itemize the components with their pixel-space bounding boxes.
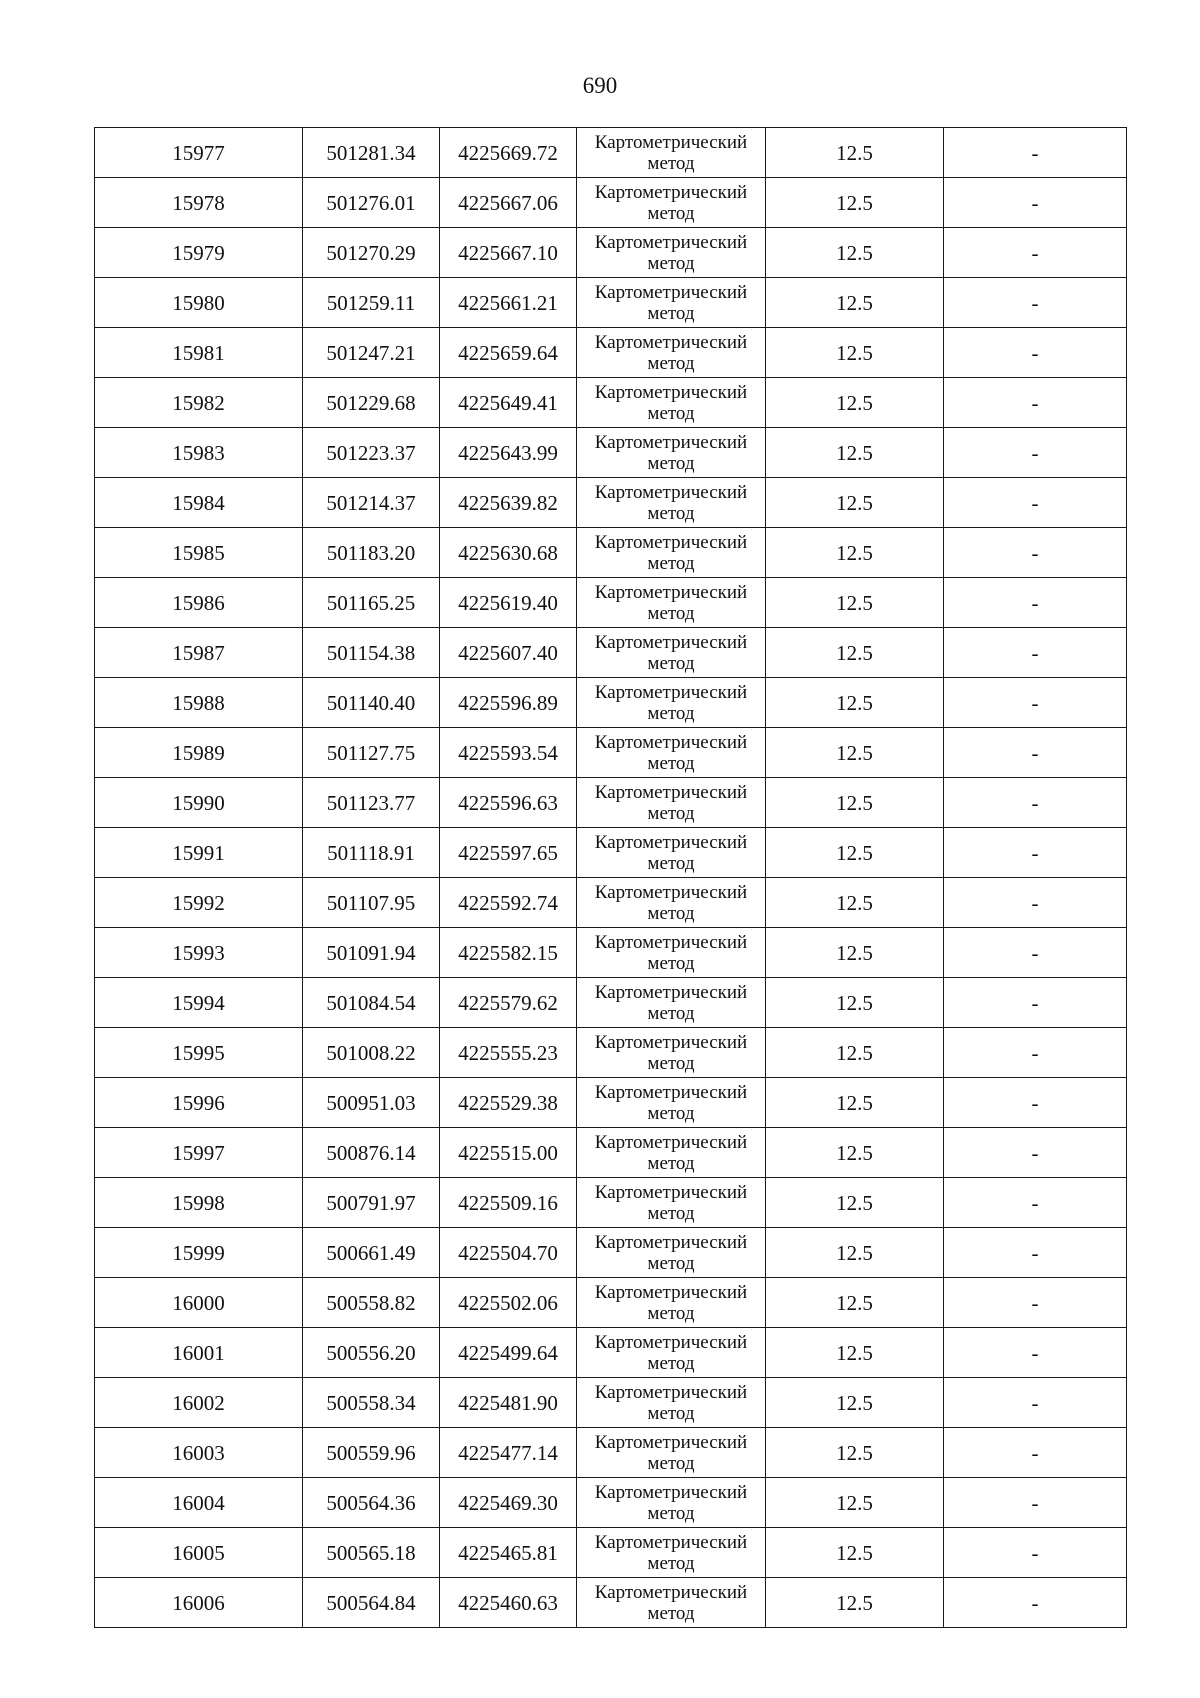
y-coordinate-cell: 4225515.00 — [440, 1128, 577, 1178]
x-coordinate-cell: 501229.68 — [303, 378, 440, 428]
method-cell — [577, 428, 766, 478]
method-cell — [577, 128, 766, 178]
description-cell: - — [944, 278, 1127, 328]
method-line-2: метод — [647, 1352, 695, 1374]
method-cell — [577, 278, 766, 328]
y-coordinate-cell: 4225477.14 — [440, 1428, 577, 1478]
y-coordinate-cell: 4225649.41 — [440, 378, 577, 428]
description-cell: - — [944, 978, 1127, 1028]
accuracy-cell: 12.5 — [766, 1578, 944, 1628]
y-coordinate-cell: 4225555.23 — [440, 1028, 577, 1078]
x-coordinate-cell: 501118.91 — [303, 828, 440, 878]
table-row — [95, 278, 1127, 328]
table-row — [95, 628, 1127, 678]
point-number-cell: 16000 — [95, 1278, 303, 1328]
method-cell — [577, 1128, 766, 1178]
method-line-2: метод — [647, 452, 695, 474]
method-line-2: метод — [647, 252, 695, 274]
x-coordinate-cell: 500558.34 — [303, 1378, 440, 1428]
method-line-2: метод — [647, 502, 695, 524]
method-line-2: метод — [647, 852, 695, 874]
method-cell — [577, 378, 766, 428]
method-line-1: Картометрический — [594, 1031, 748, 1053]
point-number-cell: 15992 — [95, 878, 303, 928]
accuracy-cell: 12.5 — [766, 1028, 944, 1078]
y-coordinate-cell: 4225667.10 — [440, 228, 577, 278]
point-number-cell: 16004 — [95, 1478, 303, 1528]
accuracy-cell: 12.5 — [766, 1378, 944, 1428]
accuracy-cell: 12.5 — [766, 478, 944, 528]
x-coordinate-cell: 501214.37 — [303, 478, 440, 528]
method-line-2: метод — [647, 402, 695, 424]
table-row — [95, 1278, 1127, 1328]
method-line-2: метод — [647, 1502, 695, 1524]
description-cell: - — [944, 328, 1127, 378]
method-cell — [577, 778, 766, 828]
accuracy-cell: 12.5 — [766, 578, 944, 628]
point-number-cell: 15986 — [95, 578, 303, 628]
method-line-1: Картометрический — [594, 531, 748, 553]
accuracy-cell: 12.5 — [766, 1128, 944, 1178]
x-coordinate-cell: 500876.14 — [303, 1128, 440, 1178]
point-number-cell: 15989 — [95, 728, 303, 778]
method-line-1: Картометрический — [594, 1581, 748, 1603]
description-cell: - — [944, 428, 1127, 478]
accuracy-cell: 12.5 — [766, 628, 944, 678]
x-coordinate-cell: 501091.94 — [303, 928, 440, 978]
y-coordinate-cell: 4225607.40 — [440, 628, 577, 678]
x-coordinate-cell: 501281.34 — [303, 128, 440, 178]
description-cell: - — [944, 778, 1127, 828]
method-line-1: Картометрический — [594, 781, 748, 803]
method-line-1: Картометрический — [594, 231, 748, 253]
method-line-1: Картометрический — [594, 881, 748, 903]
method-cell — [577, 1478, 766, 1528]
table-row — [95, 828, 1127, 878]
description-cell: - — [944, 528, 1127, 578]
table-row — [95, 528, 1127, 578]
method-line-2: метод — [647, 702, 695, 724]
method-cell — [577, 1328, 766, 1378]
table-row — [95, 728, 1127, 778]
point-number-cell: 15985 — [95, 528, 303, 578]
y-coordinate-cell: 4225504.70 — [440, 1228, 577, 1278]
point-number-cell: 15995 — [95, 1028, 303, 1078]
method-cell — [577, 628, 766, 678]
method-cell — [577, 528, 766, 578]
description-cell: - — [944, 1028, 1127, 1078]
accuracy-cell: 12.5 — [766, 1478, 944, 1528]
y-coordinate-cell: 4225582.15 — [440, 928, 577, 978]
accuracy-cell: 12.5 — [766, 978, 944, 1028]
table-row — [95, 1528, 1127, 1578]
table-row — [95, 1328, 1127, 1378]
method-cell — [577, 178, 766, 228]
method-line-1: Картометрический — [594, 1331, 748, 1353]
method-cell — [577, 1428, 766, 1478]
accuracy-cell: 12.5 — [766, 1228, 944, 1278]
method-cell — [577, 578, 766, 628]
description-cell: - — [944, 1128, 1127, 1178]
y-coordinate-cell: 4225669.72 — [440, 128, 577, 178]
description-cell: - — [944, 128, 1127, 178]
table-row — [95, 1378, 1127, 1428]
method-line-1: Картометрический — [594, 281, 748, 303]
method-line-1: Картометрический — [594, 1281, 748, 1303]
description-cell: - — [944, 878, 1127, 928]
description-cell: - — [944, 1228, 1127, 1278]
method-cell — [577, 1228, 766, 1278]
x-coordinate-cell: 500556.20 — [303, 1328, 440, 1378]
x-coordinate-cell: 500559.96 — [303, 1428, 440, 1478]
point-number-cell: 16001 — [95, 1328, 303, 1378]
point-number-cell: 15982 — [95, 378, 303, 428]
method-line-1: Картометрический — [594, 1231, 748, 1253]
y-coordinate-cell: 4225509.16 — [440, 1178, 577, 1228]
accuracy-cell: 12.5 — [766, 678, 944, 728]
point-number-cell: 16003 — [95, 1428, 303, 1478]
page-number: 690 — [582, 73, 618, 98]
accuracy-cell: 12.5 — [766, 728, 944, 778]
y-coordinate-cell: 4225659.64 — [440, 328, 577, 378]
description-cell: - — [944, 1328, 1127, 1378]
method-line-2: метод — [647, 652, 695, 674]
accuracy-cell: 12.5 — [766, 1078, 944, 1128]
table-row — [95, 1128, 1127, 1178]
accuracy-cell: 12.5 — [766, 1428, 944, 1478]
accuracy-cell: 12.5 — [766, 1328, 944, 1378]
description-cell: - — [944, 1528, 1127, 1578]
method-line-2: метод — [647, 152, 695, 174]
method-cell — [577, 978, 766, 1028]
method-line-2: метод — [647, 1602, 695, 1624]
point-number-cell: 15979 — [95, 228, 303, 278]
point-number-cell: 15991 — [95, 828, 303, 878]
y-coordinate-cell: 4225619.40 — [440, 578, 577, 628]
table-row — [95, 378, 1127, 428]
method-line-1: Картометрический — [594, 931, 748, 953]
accuracy-cell: 12.5 — [766, 278, 944, 328]
method-line-2: метод — [647, 1102, 695, 1124]
method-cell — [577, 328, 766, 378]
method-line-1: Картометрический — [594, 631, 748, 653]
y-coordinate-cell: 4225661.21 — [440, 278, 577, 328]
method-cell — [577, 1278, 766, 1328]
y-coordinate-cell: 4225529.38 — [440, 1078, 577, 1128]
table-row — [95, 178, 1127, 228]
description-cell: - — [944, 628, 1127, 678]
point-number-cell: 15999 — [95, 1228, 303, 1278]
method-line-2: метод — [647, 1052, 695, 1074]
x-coordinate-cell: 501084.54 — [303, 978, 440, 1028]
accuracy-cell: 12.5 — [766, 828, 944, 878]
y-coordinate-cell: 4225643.99 — [440, 428, 577, 478]
method-line-1: Картометрический — [594, 1081, 748, 1103]
method-cell — [577, 678, 766, 728]
point-number-cell: 15990 — [95, 778, 303, 828]
x-coordinate-cell: 500564.36 — [303, 1478, 440, 1528]
point-number-cell: 15987 — [95, 628, 303, 678]
method-cell — [577, 1078, 766, 1128]
description-cell: - — [944, 1578, 1127, 1628]
method-line-1: Картометрический — [594, 1431, 748, 1453]
description-cell: - — [944, 478, 1127, 528]
table-row — [95, 1078, 1127, 1128]
table-row — [95, 1028, 1127, 1078]
method-cell — [577, 1178, 766, 1228]
accuracy-cell: 12.5 — [766, 778, 944, 828]
accuracy-cell: 12.5 — [766, 528, 944, 578]
method-cell — [577, 878, 766, 928]
x-coordinate-cell: 501123.77 — [303, 778, 440, 828]
y-coordinate-cell: 4225499.64 — [440, 1328, 577, 1378]
x-coordinate-cell: 500791.97 — [303, 1178, 440, 1228]
x-coordinate-cell: 501127.75 — [303, 728, 440, 778]
table-row — [95, 428, 1127, 478]
table-row — [95, 1178, 1127, 1228]
description-cell: - — [944, 928, 1127, 978]
point-number-cell: 16006 — [95, 1578, 303, 1628]
y-coordinate-cell: 4225469.30 — [440, 1478, 577, 1528]
method-line-1: Картометрический — [594, 731, 748, 753]
x-coordinate-cell: 501223.37 — [303, 428, 440, 478]
point-number-cell: 15983 — [95, 428, 303, 478]
accuracy-cell: 12.5 — [766, 878, 944, 928]
description-cell: - — [944, 828, 1127, 878]
y-coordinate-cell: 4225502.06 — [440, 1278, 577, 1328]
x-coordinate-cell: 501154.38 — [303, 628, 440, 678]
x-coordinate-cell: 501008.22 — [303, 1028, 440, 1078]
table-row — [95, 228, 1127, 278]
method-line-1: Картометрический — [594, 381, 748, 403]
y-coordinate-cell: 4225597.65 — [440, 828, 577, 878]
method-cell — [577, 1378, 766, 1428]
description-cell: - — [944, 178, 1127, 228]
method-line-2: метод — [647, 1152, 695, 1174]
description-cell: - — [944, 678, 1127, 728]
x-coordinate-cell: 501276.01 — [303, 178, 440, 228]
table-row — [95, 878, 1127, 928]
description-cell: - — [944, 1378, 1127, 1428]
y-coordinate-cell: 4225667.06 — [440, 178, 577, 228]
x-coordinate-cell: 501183.20 — [303, 528, 440, 578]
accuracy-cell: 12.5 — [766, 1278, 944, 1328]
method-line-1: Картометрический — [594, 581, 748, 603]
method-line-1: Картометрический — [594, 1181, 748, 1203]
point-number-cell: 15977 — [95, 128, 303, 178]
x-coordinate-cell: 500558.82 — [303, 1278, 440, 1328]
point-number-cell: 15984 — [95, 478, 303, 528]
coordinates-table — [94, 127, 1127, 1628]
x-coordinate-cell: 501247.21 — [303, 328, 440, 378]
method-line-1: Картометрический — [594, 131, 748, 153]
y-coordinate-cell: 4225630.68 — [440, 528, 577, 578]
point-number-cell: 15993 — [95, 928, 303, 978]
method-line-1: Картометрический — [594, 1381, 748, 1403]
y-coordinate-cell: 4225596.63 — [440, 778, 577, 828]
method-cell — [577, 828, 766, 878]
method-cell — [577, 1578, 766, 1628]
point-number-cell: 15981 — [95, 328, 303, 378]
x-coordinate-cell: 500564.84 — [303, 1578, 440, 1628]
method-line-1: Картометрический — [594, 1531, 748, 1553]
accuracy-cell: 12.5 — [766, 128, 944, 178]
point-number-cell: 15980 — [95, 278, 303, 328]
method-cell — [577, 1528, 766, 1578]
method-line-2: метод — [647, 1002, 695, 1024]
point-number-cell: 15998 — [95, 1178, 303, 1228]
y-coordinate-cell: 4225579.62 — [440, 978, 577, 1028]
x-coordinate-cell: 501165.25 — [303, 578, 440, 628]
description-cell: - — [944, 1078, 1127, 1128]
method-cell — [577, 228, 766, 278]
table-row — [95, 128, 1127, 178]
method-line-2: метод — [647, 1302, 695, 1324]
accuracy-cell: 12.5 — [766, 178, 944, 228]
x-coordinate-cell: 500661.49 — [303, 1228, 440, 1278]
y-coordinate-cell: 4225639.82 — [440, 478, 577, 528]
y-coordinate-cell: 4225465.81 — [440, 1528, 577, 1578]
method-line-2: метод — [647, 752, 695, 774]
accuracy-cell: 12.5 — [766, 428, 944, 478]
description-cell: - — [944, 578, 1127, 628]
x-coordinate-cell: 500565.18 — [303, 1528, 440, 1578]
accuracy-cell: 12.5 — [766, 328, 944, 378]
description-cell: - — [944, 1178, 1127, 1228]
method-line-2: метод — [647, 1202, 695, 1224]
method-line-2: метод — [647, 802, 695, 824]
point-number-cell: 16002 — [95, 1378, 303, 1428]
table-row — [95, 1478, 1127, 1528]
y-coordinate-cell: 4225460.63 — [440, 1578, 577, 1628]
description-cell: - — [944, 1428, 1127, 1478]
y-coordinate-cell: 4225481.90 — [440, 1378, 577, 1428]
method-line-2: метод — [647, 1402, 695, 1424]
method-line-2: метод — [647, 1252, 695, 1274]
y-coordinate-cell: 4225592.74 — [440, 878, 577, 928]
method-line-2: метод — [647, 302, 695, 324]
accuracy-cell: 12.5 — [766, 378, 944, 428]
point-number-cell: 16005 — [95, 1528, 303, 1578]
point-number-cell: 15988 — [95, 678, 303, 728]
x-coordinate-cell: 501107.95 — [303, 878, 440, 928]
method-line-1: Картометрический — [594, 831, 748, 853]
method-line-2: метод — [647, 602, 695, 624]
method-line-1: Картометрический — [594, 481, 748, 503]
table-row — [95, 1428, 1127, 1478]
method-line-1: Картометрический — [594, 431, 748, 453]
method-line-2: метод — [647, 902, 695, 924]
method-line-2: метод — [647, 202, 695, 224]
accuracy-cell: 12.5 — [766, 228, 944, 278]
y-coordinate-cell: 4225593.54 — [440, 728, 577, 778]
method-line-1: Картометрический — [594, 331, 748, 353]
method-line-2: метод — [647, 952, 695, 974]
method-cell — [577, 1028, 766, 1078]
point-number-cell: 15997 — [95, 1128, 303, 1178]
x-coordinate-cell: 501140.40 — [303, 678, 440, 728]
x-coordinate-cell: 500951.03 — [303, 1078, 440, 1128]
accuracy-cell: 12.5 — [766, 928, 944, 978]
table-row — [95, 978, 1127, 1028]
table-row — [95, 928, 1127, 978]
method-line-2: метод — [647, 1552, 695, 1574]
y-coordinate-cell: 4225596.89 — [440, 678, 577, 728]
table-row — [95, 1578, 1127, 1628]
description-cell: - — [944, 1478, 1127, 1528]
method-cell — [577, 728, 766, 778]
point-number-cell: 15994 — [95, 978, 303, 1028]
table-row — [95, 1228, 1127, 1278]
x-coordinate-cell: 501270.29 — [303, 228, 440, 278]
description-cell: - — [944, 1278, 1127, 1328]
method-line-1: Картометрический — [594, 1481, 748, 1503]
table-row — [95, 328, 1127, 378]
point-number-cell: 15978 — [95, 178, 303, 228]
table-row — [95, 778, 1127, 828]
description-cell: - — [944, 728, 1127, 778]
description-cell: - — [944, 378, 1127, 428]
method-line-1: Картометрический — [594, 981, 748, 1003]
method-cell — [577, 478, 766, 528]
accuracy-cell: 12.5 — [766, 1178, 944, 1228]
method-line-2: метод — [647, 552, 695, 574]
method-line-2: метод — [647, 1452, 695, 1474]
table-row — [95, 578, 1127, 628]
method-line-1: Картометрический — [594, 1131, 748, 1153]
point-number-cell: 15996 — [95, 1078, 303, 1128]
method-line-1: Картометрический — [594, 681, 748, 703]
accuracy-cell: 12.5 — [766, 1528, 944, 1578]
description-cell: - — [944, 228, 1127, 278]
table-row — [95, 678, 1127, 728]
coordinates-table-body — [95, 128, 1127, 1628]
x-coordinate-cell: 501259.11 — [303, 278, 440, 328]
method-line-2: метод — [647, 352, 695, 374]
table-row — [95, 478, 1127, 528]
method-cell — [577, 928, 766, 978]
method-line-1: Картометрический — [594, 181, 748, 203]
